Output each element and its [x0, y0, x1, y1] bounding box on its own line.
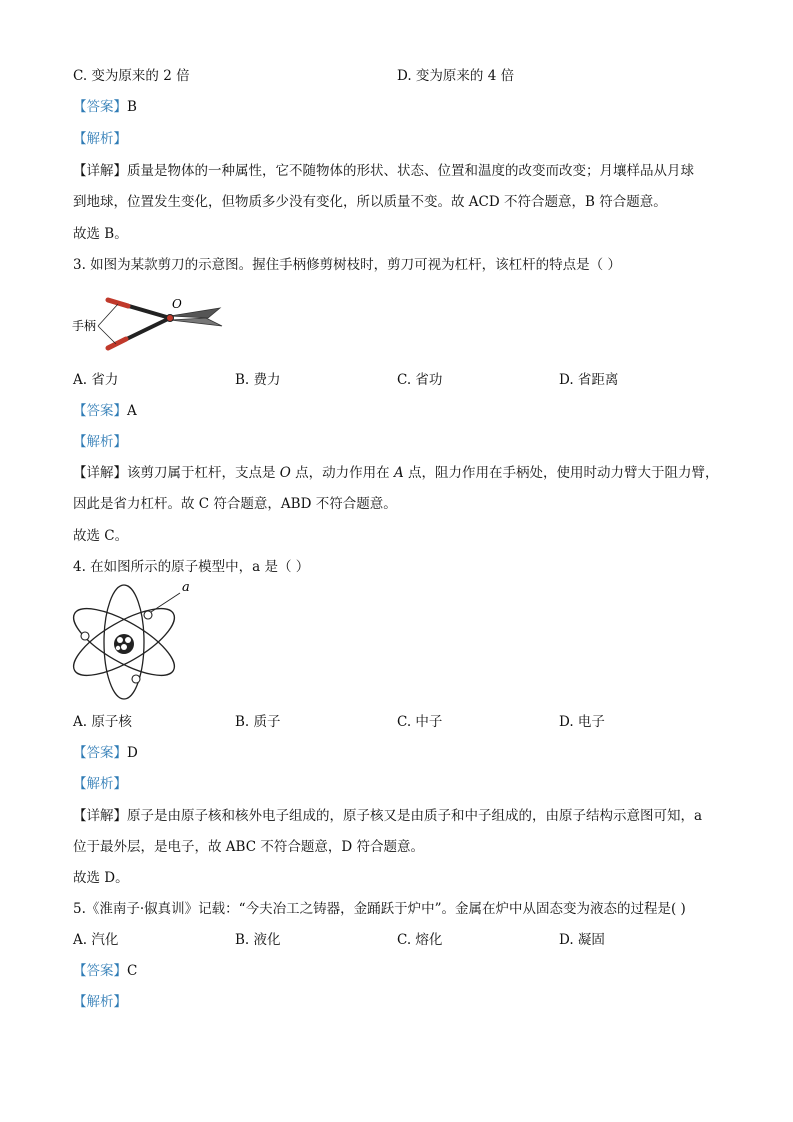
q3-conclusion: 故选 C。 [73, 528, 129, 544]
scissors-label-handle: 手柄 [72, 319, 97, 333]
atom-figure [68, 578, 208, 706]
q4-detail-line2: 位于最外层，是电子，故 ABC 不符合题意，D 符合题意。 [73, 839, 424, 855]
q4-question: 4. 在如图所示的原子模型中，a 是（ ） [73, 559, 310, 575]
q4-conclusion: 故选 D。 [73, 870, 129, 886]
detail-text-a: 该剪刀属于杠杆，支点是 [127, 465, 280, 481]
answer-value: B [127, 99, 137, 115]
answer-tag: 【答案】 [73, 963, 127, 979]
var-a: A [393, 465, 404, 481]
atom-electron [81, 632, 89, 640]
q5-answer [73, 962, 137, 980]
var-o: O [279, 465, 291, 481]
q3-answer [73, 402, 137, 420]
q2-option-d: D. 变为原来的 4 倍 [397, 68, 515, 84]
q5-option-a: A. 汽化 [73, 932, 119, 948]
q5-analysis-tag: 【解析】 [73, 994, 127, 1010]
q3-detail-line2: 因此是省力杠杆。故 C 符合题意，ABD 不符合题意。 [73, 496, 397, 512]
scissors-label-pivot: O [172, 297, 182, 311]
detail-tag: 【详解】 [73, 163, 127, 179]
atom-electron-a [144, 611, 152, 619]
q3-option-c: C. 省功 [397, 372, 443, 388]
answer-tag: 【答案】 [73, 403, 127, 419]
detail-text-b: 点，动力作用在 [290, 465, 394, 481]
scissors-blade-lower [170, 318, 222, 326]
detail-tag: 【详解】 [73, 808, 127, 824]
q5-option-c: C. 熔化 [397, 932, 443, 948]
q2-option-c: C. 变为原来的 2 倍 [73, 68, 190, 84]
q4-analysis-tag: 【解析】 [73, 776, 127, 792]
q4-detail-line1 [73, 807, 702, 825]
answer-tag: 【答案】 [73, 99, 127, 115]
atom-label-a: a [182, 580, 190, 595]
q4-option-a: A. 原子核 [73, 714, 132, 730]
q3-analysis-tag: 【解析】 [73, 434, 127, 450]
q3-option-d: D. 省距离 [559, 372, 619, 388]
q4-option-c: C. 中子 [397, 714, 443, 730]
atom-nucleus [114, 634, 134, 654]
q3-question: 3. 如图为某款剪刀的示意图。握住手柄修剪树枝时，剪刀可视为杠杆，该杠杆的特点是（ ） [73, 257, 621, 273]
q3-option-b: B. 费力 [235, 372, 281, 388]
q5-option-b: B. 液化 [235, 932, 281, 948]
q3-detail-line1 [73, 464, 719, 482]
scissors-pivot [167, 315, 174, 322]
q5-question: 5.《淮南子·俶真训》记载：“今夫冶工之铸器，金踊跃于炉中”。金属在炉中从固态变为液态的过程是( ) [73, 901, 686, 917]
q5-option-d: D. 凝固 [559, 932, 605, 948]
answer-value: A [127, 403, 137, 419]
q2-conclusion: 故选 B。 [73, 226, 128, 242]
q2-analysis-tag: 【解析】 [73, 131, 127, 147]
answer-value: C [127, 963, 138, 979]
answer-value: D [127, 745, 138, 761]
q4-option-d: D. 电子 [559, 714, 605, 730]
q2-answer [73, 98, 137, 116]
detail-tag: 【详解】 [73, 465, 127, 481]
scissors-figure [70, 290, 230, 360]
detail-text-c: 点，阻力作用在手柄处，使用时动力臂大于阻力臂， [403, 465, 719, 481]
detail-text: 质量是物体的一种属性，它不随物体的形状、状态、位置和温度的改变而改变；月壤样品从月球 [127, 163, 694, 179]
q4-option-b: B. 质子 [235, 714, 281, 730]
q2-detail-line1 [73, 162, 694, 180]
atom-electron [132, 675, 140, 683]
q3-option-a: A. 省力 [73, 372, 119, 388]
answer-tag: 【答案】 [73, 745, 127, 761]
q4-answer [73, 744, 138, 762]
q2-detail-line2: 到地球，位置发生变化，但物质多少没有变化，所以质量不变。故 ACD 不符合题意，B 符合题意。 [73, 194, 667, 210]
detail-text: 原子是由原子核和核外电子组成的，原子核又是由质子和中子组成的，由原子结构示意图可知，a [127, 808, 703, 824]
